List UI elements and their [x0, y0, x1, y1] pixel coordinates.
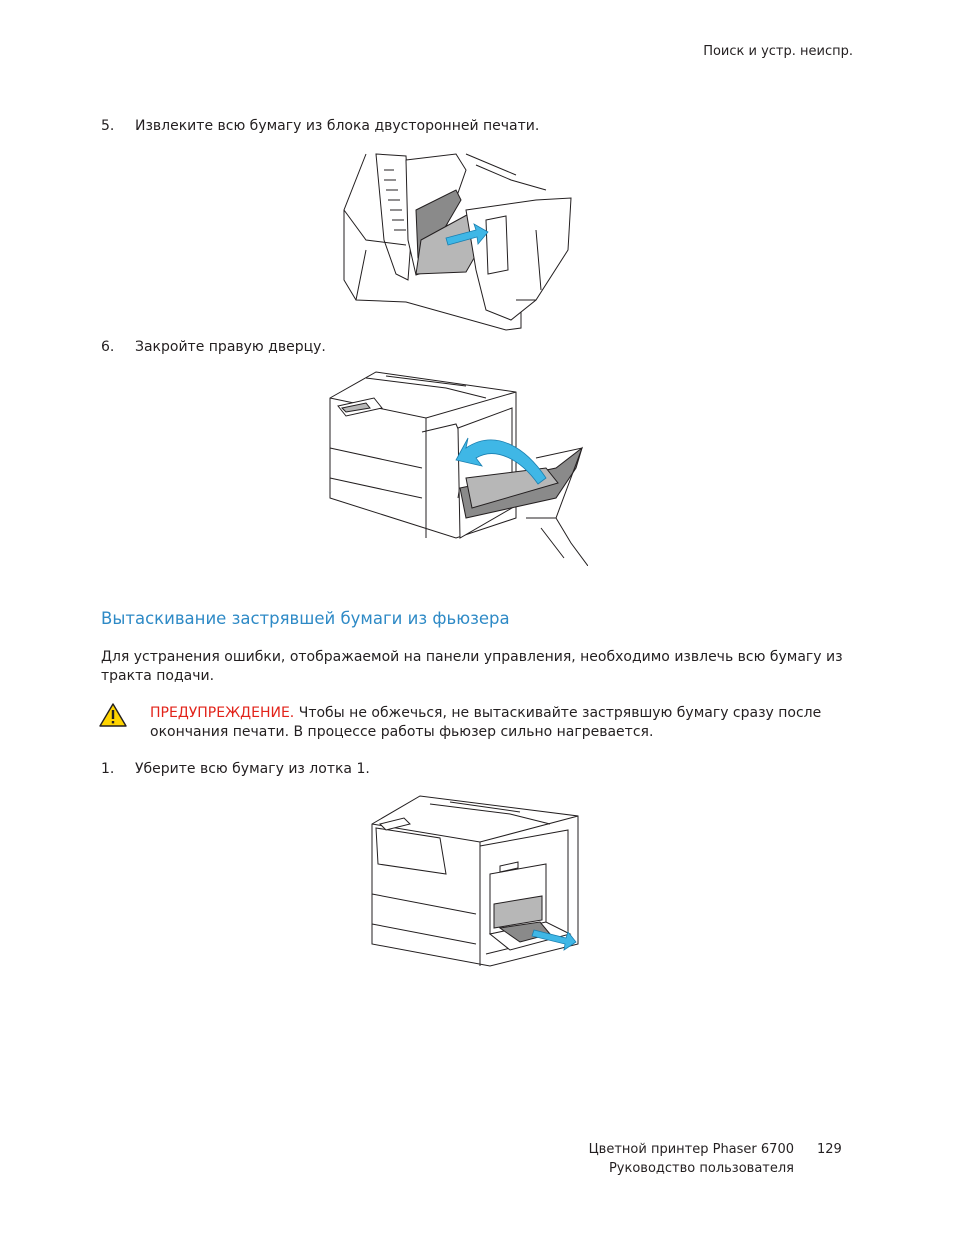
- section-title: Вытаскивание застрявшей бумаги из фьюзера: [101, 609, 510, 628]
- step-text: Закройте правую дверцу.: [135, 339, 326, 355]
- step-5: [101, 117, 539, 136]
- step-number: 6.: [101, 339, 115, 355]
- step-text: Извлеките всю бумагу из блока двусторонней печати.: [135, 118, 540, 134]
- close-right-door-illustration: [326, 368, 588, 566]
- running-header: Поиск и устр. неиспр.: [703, 44, 853, 59]
- warning-icon: [99, 703, 127, 727]
- footer-guide: Руководство пользователя: [608, 1161, 794, 1176]
- footer-product: Цветной принтер Phaser 6700: [588, 1142, 794, 1157]
- warning-keyword: ПРЕДУПРЕЖДЕНИЕ.: [150, 705, 295, 721]
- intro-paragraph: Для устранения ошибки, отображаемой на панели управления, необходимо извлечь всю бумагу из тракта подачи.: [101, 649, 843, 684]
- step-number: 5.: [101, 118, 115, 134]
- step-number: 1.: [101, 761, 115, 777]
- step-text: Уберите всю бумагу из лотка 1.: [135, 761, 370, 777]
- duplex-unit-illustration: [336, 150, 576, 334]
- warning-text: Чтобы не обжечься, не вытаскивайте застрявшую бумагу сразу после окончания печати. В процессе работы фьюзер сильно нагревается.: [150, 705, 822, 740]
- step-6: [101, 338, 326, 357]
- tray-1-illustration: [370, 794, 582, 970]
- warning-paragraph: [150, 704, 860, 742]
- page-number: 129: [817, 1142, 842, 1157]
- step-1: [101, 760, 370, 779]
